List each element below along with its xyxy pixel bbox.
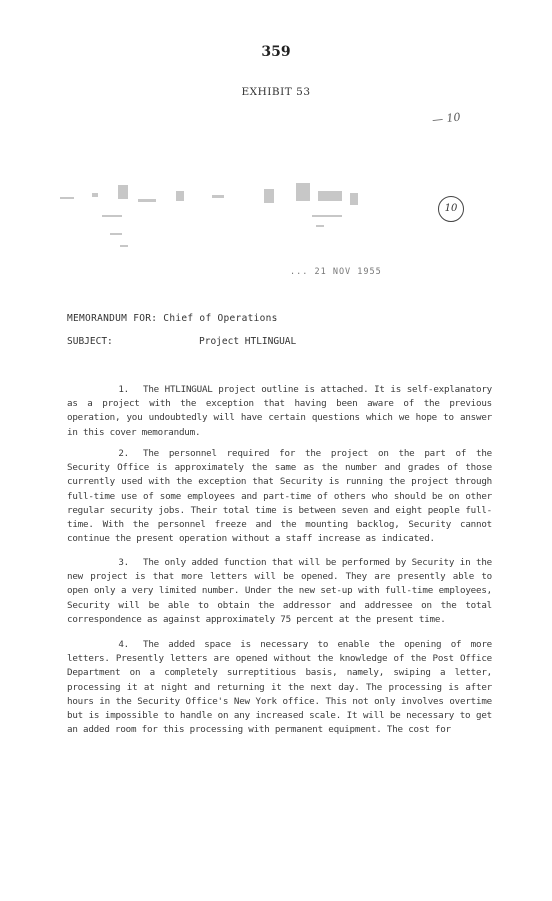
- paragraph-3: [67, 556, 492, 627]
- paragraph-text: The only added function that will be performed by Security in the new project is that more letters will be opened. They are presently able to open only a very limited number. Under the new set-up with full-time employees, Security will be able to obtain the addressor and addressee on the total correspondence as against approximately 75 percent at the present time.: [67, 557, 492, 625]
- redaction-smudge: [0, 175, 552, 255]
- subject-value: Project HTLINGUAL: [199, 336, 297, 347]
- paragraph-2: [67, 447, 492, 546]
- paragraph-number: 1.: [118, 384, 129, 395]
- subject-label: SUBJECT:: [67, 336, 113, 347]
- circled-number: 10: [438, 196, 464, 222]
- paragraph-text: The added space is necessary to enable the opening of more letters. Presently letters are opened without the knowledge of the Post Office Department on a completely surreptitious basis, namely, swiping a letter, processing it at night and returning it the next day. The processing is after hours in the Security Office's New York office. This not only involves overtime but is impossible to handle on any increased scale. It will be necessary to get an added room for this processing with permanent equipment. The cost for: [67, 639, 492, 736]
- date-stamp: ... 21 NOV 1955: [290, 267, 382, 277]
- page-number: 359: [261, 44, 291, 60]
- handwritten-mark: — 10: [431, 110, 462, 127]
- memorandum-for: MEMORANDUM FOR: Chief of Operations: [67, 313, 278, 324]
- paragraph-number: 2.: [118, 448, 129, 459]
- exhibit-label: EXHIBIT 53: [241, 86, 311, 98]
- paragraph-number: 4.: [118, 639, 129, 650]
- paragraph-1: [67, 383, 492, 440]
- paragraph-number: 3.: [118, 557, 129, 568]
- paragraph-text: The HTLINGUAL project outline is attached. It is self-explanatory as a project with the exception that having been aware of the previous operation, you undoubtedly will have certain questions which we hope to answer in this cover memorandum.: [67, 384, 492, 438]
- paragraph-text: The personnel required for the project on the part of the Security Office is approximately the same as the number and grades of those currently used with the exception that Security is running the project through full-time use of some employees and part-time of others who should be on other regular security jobs. Their total time is between seven and eight people full-time. With the personnel freeze and the mounting backlog, Security cannot continue the present operation without a staff increase as indicated.: [67, 448, 492, 545]
- paragraph-4: [67, 638, 492, 737]
